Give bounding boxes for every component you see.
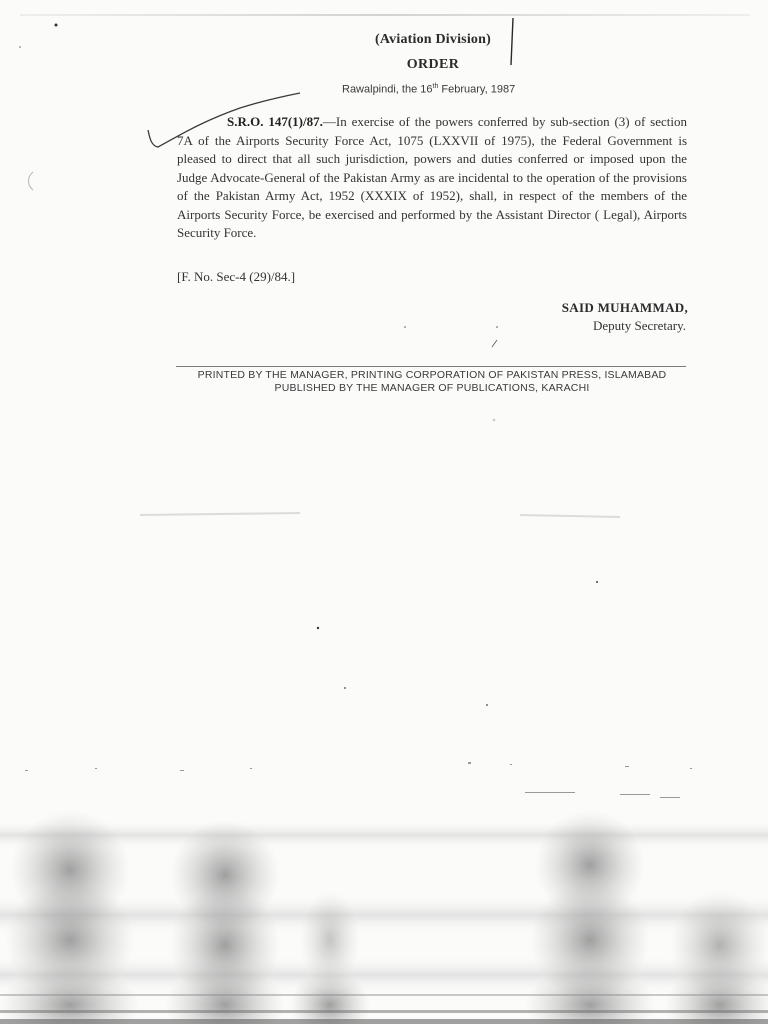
order-body-paragraph — [177, 113, 687, 243]
order-text: —In exercise of the powers conferred by sub-section (3) of section 7A of the Airports Security Force Act, 1075 (LXXVII of 1975), the Federal Government is pleased to direct that all such jurisdiction, powers and duties conferred or imposed upon the Judge Advocate-General of the Pakistan Army as are incidental to the operation of the provisions of the Pakistan Army Act, 1952 (XXXIX of 1952), shall, in respect of the members of the Airports Security Force, be exercised and performed by the Assistant Director ( Legal), Airports Security Force. — [177, 114, 687, 240]
printer-imprint: PRINTED BY THE MANAGER, PRINTING CORPORATION OF PAKISTAN PRESS, ISLAMABAD — [197, 369, 667, 381]
margin-mark — [29, 172, 34, 190]
division-heading: (Aviation Division) — [375, 32, 491, 47]
date-suffix: February, 1987 — [438, 83, 516, 96]
scan-line — [0, 994, 768, 996]
smudge-mid-left — [165, 820, 285, 1024]
place-date-line — [342, 83, 552, 96]
sro-reference: S.R.O. 147(1)/87. — [227, 114, 323, 129]
speck — [493, 419, 496, 422]
scan-line — [0, 1010, 768, 1013]
order-header — [0, 0, 768, 120]
footer-divider — [176, 366, 686, 367]
signatory-name: SAID MUHAMMAD, — [561, 300, 688, 315]
order-title: ORDER — [406, 57, 460, 72]
speck — [404, 326, 406, 328]
date-prefix: Rawalpindi, the 16 — [342, 83, 433, 96]
publisher-imprint: PUBLISHED BY THE MANAGER OF PUBLICATIONS, KARACHI — [274, 382, 590, 394]
file-number: [F. No. Sec-4 (29)/84.] — [177, 269, 296, 284]
date-superscript: th — [432, 83, 439, 90]
scan-line — [0, 1019, 768, 1024]
pen-tick-small — [492, 340, 497, 347]
scan-noise-artifacts — [0, 500, 768, 1024]
speckle-row — [25, 762, 692, 798]
signatory-designation: Deputy Secretary. — [592, 318, 686, 333]
smudge-left — [0, 810, 140, 1024]
smudge-mid-right — [525, 810, 655, 1024]
